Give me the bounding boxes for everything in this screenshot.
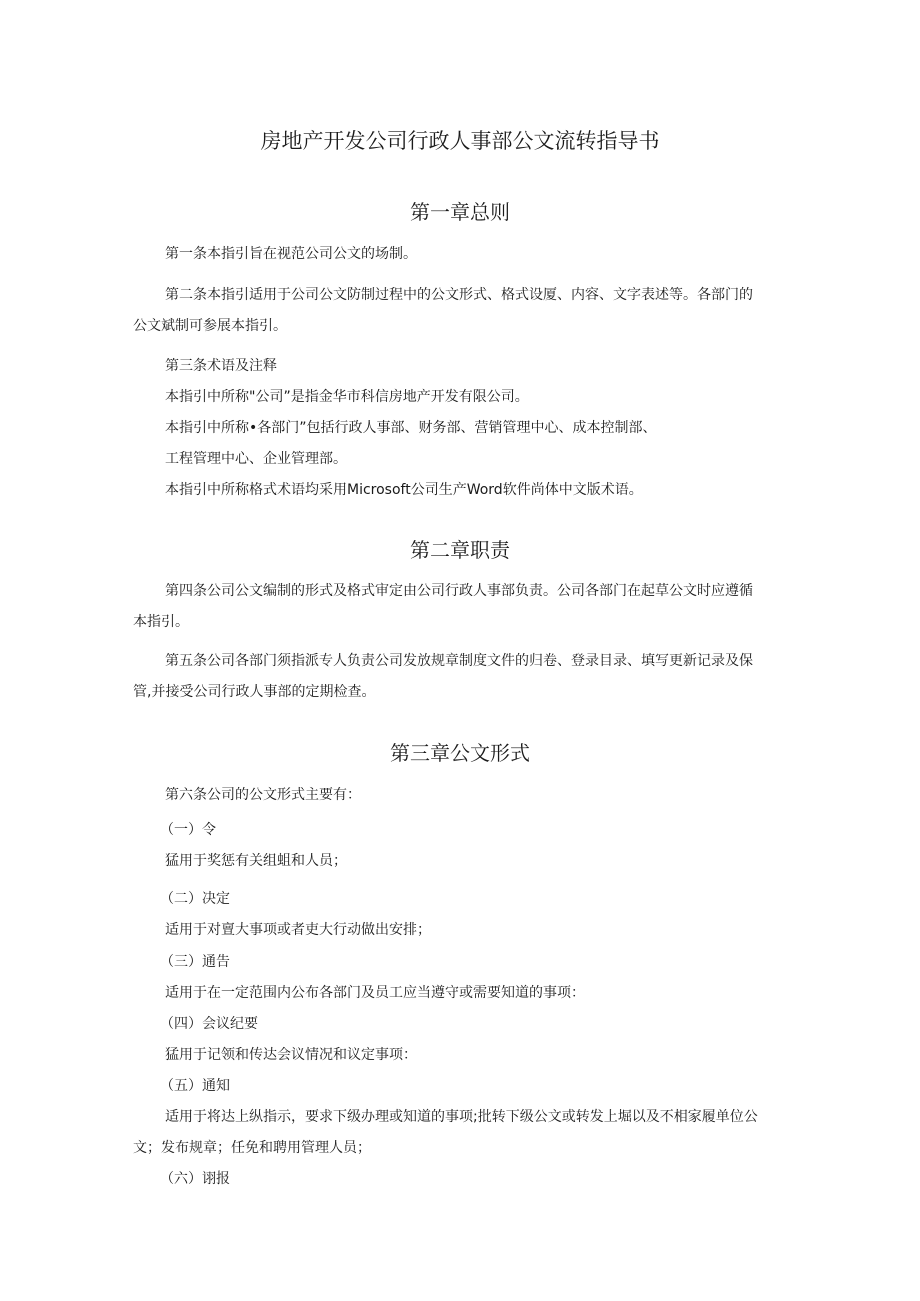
item-1-desc: 猛用于奖惩有关组蛆和人员；	[165, 853, 347, 869]
item-5-label: （五）通知	[160, 1078, 230, 1094]
article-1: 第一条本指引旨在视范公司公文的场制。	[165, 246, 417, 262]
item-3-label: （三）通告	[160, 954, 230, 970]
item-4-desc: 猛用于记领和传达会议情况和议定事项：	[165, 1047, 417, 1063]
item-2-desc: 适用于对亶大事项或者吏大行动做出安排；	[165, 922, 431, 938]
item-2-label: （二）决定	[160, 891, 230, 907]
article-3: 第三条术语及注释	[165, 358, 277, 374]
term-company: 本指引中所称"公司”是指金华市科信房地产开发有限公司。	[165, 389, 529, 405]
term-departments-line-2: 工程管理中心、企业管理部。	[165, 451, 347, 467]
item-5-desc-line-2: 文；发布规章；任免和聘用管理人员；	[133, 1140, 371, 1156]
item-3-desc: 适用于在一定范围内公布各部门及员工应当遵守或需要知道的事项：	[165, 985, 585, 1001]
item-5-desc-line-1: 适用于将达上纵指示，要求下级办理或知道的事项;批转下级公文或转发上堀以及不相家履单位公	[165, 1109, 758, 1125]
item-6-label: （六）诩报	[160, 1171, 230, 1187]
article-5-line-1: 第五条公司各部门须指派专人负责公司发放规章制度文件的归卷、登录目录、填写更新记录及保	[165, 653, 753, 669]
article-4-line-1: 第四条公司公文编制的形式及格式审定由公司行政人事部负责。公司各部门在起草公文时应遵循	[165, 583, 753, 599]
item-1-label: （一）令	[160, 822, 216, 838]
term-format: 本指引中所称格式术语均采用Microsoft公司生产Word软件尚体中文版术语。	[165, 482, 643, 498]
article-6: 第六条公司的公文形式主要有：	[165, 787, 361, 803]
item-4-label: （四）会议纪要	[160, 1016, 258, 1032]
article-2-line-2: 公文斌制可参展本指引。	[133, 318, 287, 334]
document-title: 房地产开发公司行政人事部公文流转指导书	[260, 129, 660, 153]
chapter1-heading: 第一章总则	[410, 200, 510, 224]
chapter2-heading: 第二章职责	[410, 538, 510, 562]
article-4-line-2: 本指引。	[133, 614, 189, 630]
article-5-line-2: 管,并接受公司行政人事部的定期检查。	[133, 684, 376, 700]
term-departments-line-1: 本指引中所称•各部门”包括行政人事部、财务部、营销管理中心、成本控制部、	[165, 420, 657, 436]
article-2-line-1: 第二条本指引适用于公司公文防制过程中的公文形式、格式设厦、内容、文字表述等。各部门的	[165, 287, 753, 303]
chapter3-heading: 第三章公文形式	[390, 741, 530, 765]
